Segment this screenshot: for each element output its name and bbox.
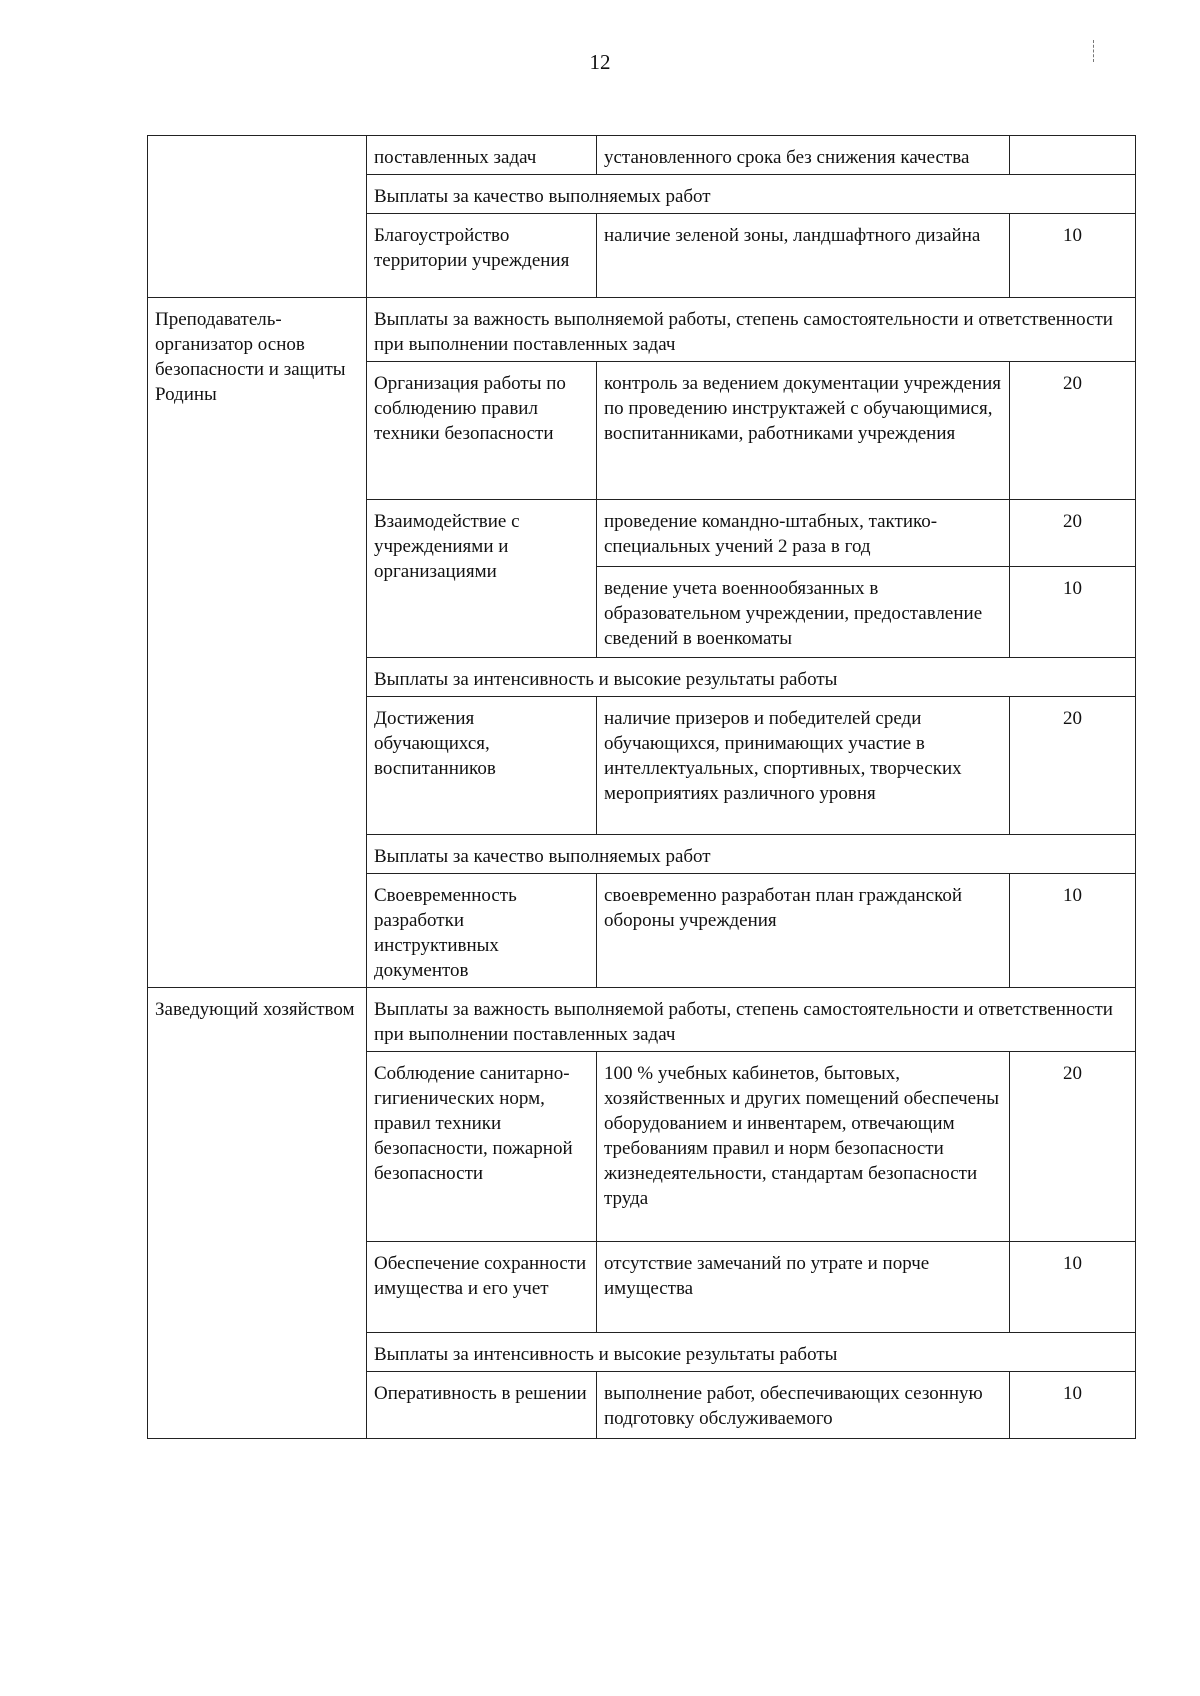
criterion-cell: наличие зеленой зоны, ландшафтного дизайна: [597, 214, 1010, 298]
points-cell: 10: [1010, 1242, 1136, 1333]
criterion-cell: контроль за ведением документации учреждения по проведению инструктажей с обучающимися, воспитанниками, работниками учреждения: [597, 362, 1010, 500]
table-row: [148, 136, 1136, 175]
page-number: 12: [589, 50, 611, 74]
indicator-cell: Организация работы по соблюдению правил техники безопасности: [367, 362, 597, 500]
criterion-cell: наличие призеров и победителей среди обучающихся, принимающих участие в интеллектуальных, спортивных, творческих мероприятиях различного уровня: [597, 697, 1010, 835]
section-header: Выплаты за важность выполняемой работы, степень самостоятельности и ответственности при выполнении поставленных задач: [367, 298, 1136, 362]
position-cell: [148, 136, 367, 298]
section-header-row: [148, 298, 1136, 362]
points-cell: 10: [1010, 1372, 1136, 1439]
criterion-cell: отсутствие замечаний по утрате и порче имущества: [597, 1242, 1010, 1333]
section-header: Выплаты за качество выполняемых работ: [367, 175, 1136, 214]
section-header: Выплаты за интенсивность и высокие результаты работы: [367, 658, 1136, 697]
points-cell: 10: [1010, 874, 1136, 988]
section-header: Выплаты за качество выполняемых работ: [367, 835, 1136, 874]
criterion-cell: выполнение работ, обеспечивающих сезонную подготовку обслуживаемого: [597, 1372, 1010, 1439]
points-cell: 10: [1010, 214, 1136, 298]
criterion-cell: проведение командно-штабных, тактико-специальных учений 2 раза в год: [597, 500, 1010, 567]
indicator-cell: Обеспечение сохранности имущества и его учет: [367, 1242, 597, 1333]
indicator-cell: Соблюдение санитарно-гигиенических норм, правил техники безопасности, пожарной безопасности: [367, 1052, 597, 1242]
points-cell: 20: [1010, 697, 1136, 835]
points-cell: 20: [1010, 1052, 1136, 1242]
indicator-cell: Благоустройство территории учреждения: [367, 214, 597, 298]
points-cell: 20: [1010, 362, 1136, 500]
points-cell: [1010, 136, 1136, 175]
position-cell: Заведующий хозяйством: [148, 988, 367, 1439]
criterion-cell: своевременно разработан план гражданской обороны учреждения: [597, 874, 1010, 988]
payments-criteria-table: [147, 135, 1136, 1439]
indicator-cell: Оперативность в решении: [367, 1372, 597, 1439]
section-header-row: [148, 988, 1136, 1052]
indicator-cell: Достижения обучающихся, воспитанников: [367, 697, 597, 835]
section-header: Выплаты за интенсивность и высокие результаты работы: [367, 1333, 1136, 1372]
scan-artifact: [1093, 40, 1096, 62]
criterion-cell: ведение учета военнообязанных в образовательном учреждении, предоставление сведений в военкоматы: [597, 567, 1010, 658]
points-cell: 10: [1010, 567, 1136, 658]
criterion-cell: установленного срока без снижения качества: [597, 136, 1010, 175]
indicator-cell: поставленных задач: [367, 136, 597, 175]
indicator-cell: Взаимодействие с учреждениями и организациями: [367, 500, 597, 658]
criterion-cell: 100 % учебных кабинетов, бытовых, хозяйственных и других помещений обеспечены оборудованием и инвентарем, отвечающим требованиям правил и норм безопасности жизнедеятельности, стандартам безопасности труда: [597, 1052, 1010, 1242]
points-cell: 20: [1010, 500, 1136, 567]
indicator-cell: Своевременность разработки инструктивных документов: [367, 874, 597, 988]
position-cell: Преподаватель-организатор основ безопасности и защиты Родины: [148, 298, 367, 988]
section-header: Выплаты за важность выполняемой работы, степень самостоятельности и ответственности при выполнении поставленных задач: [367, 988, 1136, 1052]
